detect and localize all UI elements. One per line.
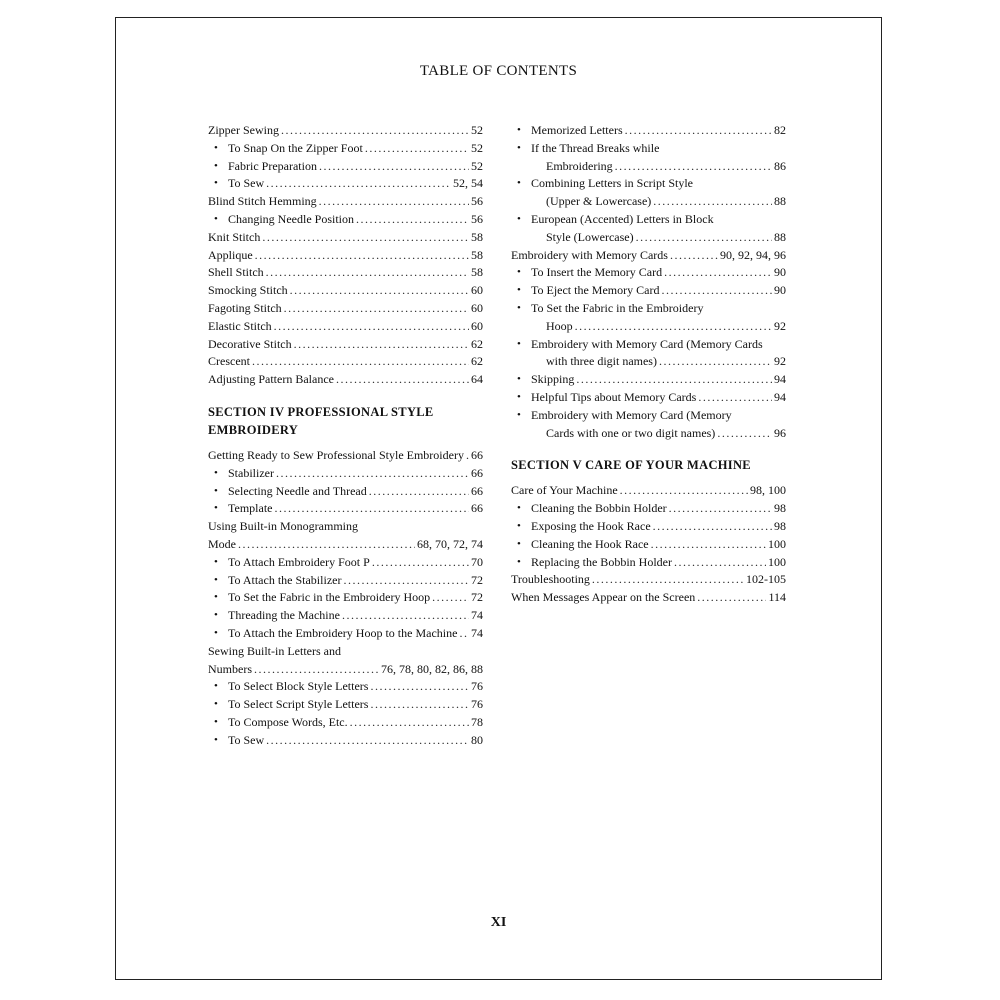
toc-entry bbox=[511, 589, 786, 607]
toc-entry bbox=[511, 175, 786, 193]
toc-entry bbox=[208, 536, 483, 554]
dot-leader bbox=[350, 714, 469, 732]
toc-entry bbox=[511, 318, 786, 336]
dot-leader bbox=[576, 371, 772, 389]
toc-entry-page: 60 bbox=[471, 318, 483, 333]
toc-entry-title: • Helpful Tips about Memory Cards bbox=[531, 389, 696, 407]
toc-entry-title: Hoop bbox=[546, 318, 573, 333]
dot-leader bbox=[276, 465, 469, 483]
toc-entry-page: 90 bbox=[774, 265, 786, 280]
dot-leader bbox=[274, 500, 469, 518]
toc-entry bbox=[208, 353, 483, 371]
toc-entry-title: • To Attach the Embroidery Hoop to the Machine bbox=[228, 625, 457, 643]
toc-entry-page: 74 bbox=[471, 625, 483, 640]
dot-leader bbox=[342, 607, 469, 625]
toc-entry bbox=[511, 407, 786, 425]
section-heading: EMBROIDERY bbox=[208, 422, 299, 437]
dot-leader bbox=[670, 247, 718, 265]
toc-entry-page: 72 bbox=[471, 590, 483, 605]
toc-entry-title: Care of Your Machine bbox=[511, 483, 618, 498]
dot-leader bbox=[370, 696, 469, 714]
dot-leader bbox=[620, 482, 748, 500]
toc-entry-title: Embroidery with Memory Cards bbox=[511, 247, 668, 262]
dot-leader bbox=[238, 536, 415, 554]
toc-entry-page: 52 bbox=[471, 158, 483, 173]
dot-leader bbox=[370, 678, 469, 696]
dot-leader bbox=[252, 353, 469, 371]
toc-entry-page: 100 bbox=[768, 536, 786, 551]
toc-entry bbox=[208, 554, 483, 572]
toc-entry-title: • To Select Script Style Letters bbox=[228, 696, 368, 714]
toc-entry-page: 66 bbox=[471, 465, 483, 480]
toc-entry-page: 52, 54 bbox=[453, 176, 483, 191]
toc-entry-title: Getting Ready to Sew Professional Style Embroidery bbox=[208, 447, 464, 462]
toc-entry bbox=[511, 300, 786, 318]
dot-leader bbox=[266, 264, 469, 282]
dot-leader bbox=[717, 425, 772, 443]
toc-entry-page: 60 bbox=[471, 300, 483, 315]
toc-entry-title: • To Insert the Memory Card bbox=[531, 264, 662, 282]
toc-entry-page: 58 bbox=[471, 265, 483, 280]
dot-leader bbox=[294, 336, 469, 354]
toc-entry bbox=[511, 518, 786, 536]
toc-entry-page: 66 bbox=[471, 501, 483, 516]
toc-entry bbox=[208, 483, 483, 501]
toc-entry bbox=[208, 318, 483, 336]
toc-entry-page: 114 bbox=[768, 590, 786, 605]
toc-entry-title: Crescent bbox=[208, 354, 250, 369]
toc-entry bbox=[208, 300, 483, 318]
toc-entry-title: • To Sew bbox=[228, 732, 264, 750]
toc-entry bbox=[208, 140, 483, 158]
toc-entry bbox=[208, 589, 483, 607]
dot-leader bbox=[651, 536, 766, 554]
toc-entry-title: Zipper Sewing bbox=[208, 123, 279, 137]
toc-entry-title: • Embroidery with Memory Card (Memory Cards bbox=[531, 336, 763, 354]
toc-entry-title: • Fabric Preparation bbox=[228, 158, 317, 176]
toc-entry bbox=[208, 696, 483, 714]
dot-leader bbox=[625, 122, 772, 140]
toc-entry-page: 52 bbox=[471, 140, 483, 155]
toc-entry-page: 102-105 bbox=[746, 572, 786, 587]
dot-leader bbox=[615, 158, 772, 176]
toc-entry-title: • Cleaning the Hook Race bbox=[531, 536, 649, 554]
toc-entry bbox=[208, 247, 483, 265]
dot-leader bbox=[653, 193, 772, 211]
toc-entry-title: Fagoting Stitch bbox=[208, 300, 282, 315]
toc-entry-title: • Selecting Needle and Thread bbox=[228, 483, 367, 501]
toc-entry-title: • European (Accented) Letters in Block bbox=[531, 211, 714, 229]
toc-entry bbox=[511, 264, 786, 282]
toc-entry-title: • To Compose Words, Etc. bbox=[228, 714, 348, 732]
section-heading: SECTION V CARE OF YOUR MACHINE bbox=[511, 458, 751, 473]
spacer bbox=[511, 442, 786, 456]
toc-entry-page: 78 bbox=[471, 714, 483, 729]
toc-entry bbox=[511, 389, 786, 407]
toc-entry bbox=[208, 643, 483, 661]
dot-leader bbox=[284, 300, 469, 318]
toc-entry-title: • To Set the Fabric in the Embroidery Hoop bbox=[228, 589, 430, 607]
dot-leader bbox=[290, 282, 469, 300]
dot-leader bbox=[281, 122, 469, 140]
toc-entry bbox=[208, 371, 483, 389]
dot-leader bbox=[372, 554, 469, 572]
dot-leader bbox=[356, 211, 469, 229]
toc-entry-page: 92 bbox=[774, 354, 786, 369]
document-page bbox=[115, 17, 882, 980]
toc-entry-title: • Memorized Letters bbox=[531, 122, 623, 140]
dot-leader bbox=[636, 229, 772, 247]
toc-entry bbox=[511, 336, 786, 354]
toc-column-left bbox=[208, 122, 483, 750]
toc-entry bbox=[511, 158, 786, 176]
toc-entry bbox=[208, 678, 483, 696]
toc-entry-title: • Stabilizer bbox=[228, 465, 274, 483]
toc-entry-page: 90, 92, 94, 96 bbox=[720, 247, 786, 262]
toc-entry-page: 94 bbox=[774, 389, 786, 404]
toc-entry-page: 96 bbox=[774, 425, 786, 440]
toc-entry bbox=[511, 536, 786, 554]
toc-entry-page: 66 bbox=[471, 483, 483, 498]
toc-entry-title: Knit Stitch bbox=[208, 229, 261, 244]
toc-entry-title: Shell Stitch bbox=[208, 265, 264, 280]
toc-entry bbox=[208, 211, 483, 229]
page-number: XI bbox=[490, 915, 507, 930]
dot-leader bbox=[343, 572, 469, 590]
toc-entry bbox=[511, 425, 786, 443]
dot-leader bbox=[653, 518, 772, 536]
toc-entry-title: Decorative Stitch bbox=[208, 336, 292, 351]
toc-entry bbox=[208, 518, 483, 536]
dot-leader bbox=[698, 389, 772, 407]
toc-entry bbox=[511, 554, 786, 572]
toc-entry-title: Using Built-in Monogramming bbox=[208, 519, 358, 534]
toc-entry-page: 82 bbox=[774, 123, 786, 137]
toc-entry bbox=[208, 732, 483, 750]
dot-leader bbox=[592, 571, 744, 589]
toc-entry bbox=[511, 282, 786, 300]
dot-leader bbox=[274, 318, 469, 336]
toc-entry-page: 80 bbox=[471, 732, 483, 747]
toc-entry-title: • Embroidery with Memory Card (Memory bbox=[531, 407, 732, 425]
toc-entry-title: • Exposing the Hook Race bbox=[531, 518, 651, 536]
toc-entry bbox=[511, 140, 786, 158]
toc-entry bbox=[511, 229, 786, 247]
toc-entry-title: Troubleshooting bbox=[511, 572, 590, 587]
dot-leader bbox=[319, 193, 469, 211]
toc-entry-page: 98 bbox=[774, 501, 786, 516]
toc-entry-title: Adjusting Pattern Balance bbox=[208, 372, 334, 387]
toc-entry bbox=[208, 193, 483, 211]
dot-leader bbox=[459, 625, 469, 643]
dot-leader bbox=[575, 318, 772, 336]
toc-entry-page: 64 bbox=[471, 372, 483, 387]
toc-entry-title: • If the Thread Breaks while bbox=[531, 140, 659, 158]
toc-entry-title: • To Sew bbox=[228, 175, 264, 193]
toc-entry-page: 52 bbox=[471, 123, 483, 137]
dot-leader bbox=[697, 589, 766, 607]
toc-entry-title: • To Eject the Memory Card bbox=[531, 282, 659, 300]
toc-entry-title: • Skipping bbox=[531, 371, 574, 389]
toc-entry-page: 76 bbox=[471, 679, 483, 694]
dot-leader bbox=[674, 554, 766, 572]
toc-entry-page: 66 bbox=[471, 447, 483, 462]
toc-entry bbox=[208, 282, 483, 300]
toc-entry-page: 60 bbox=[471, 283, 483, 298]
toc-entry-page: 76 bbox=[471, 697, 483, 712]
toc-entry bbox=[208, 158, 483, 176]
toc-entry-title: Style (Lowercase) bbox=[546, 229, 634, 244]
toc-entry-title: • To Attach the Stabilizer bbox=[228, 572, 341, 590]
toc-entry bbox=[208, 714, 483, 732]
dot-leader bbox=[365, 140, 469, 158]
toc-column-right bbox=[511, 122, 786, 607]
dot-leader bbox=[262, 229, 469, 247]
toc-entry bbox=[208, 264, 483, 282]
dot-leader bbox=[255, 247, 469, 265]
toc-entry-title: • Template bbox=[228, 500, 272, 518]
toc-entry-title: Mode bbox=[208, 536, 236, 551]
toc-entry bbox=[208, 661, 483, 679]
toc-entry-title: Applique bbox=[208, 247, 253, 262]
spacer bbox=[511, 474, 786, 482]
toc-entry-page: 86 bbox=[774, 158, 786, 173]
toc-entry bbox=[208, 607, 483, 625]
dot-leader bbox=[432, 589, 469, 607]
toc-entry-page: 76, 78, 80, 82, 86, 88 bbox=[381, 661, 483, 676]
toc-entry-page: 74 bbox=[471, 608, 483, 623]
toc-entry-title: Elastic Stitch bbox=[208, 318, 272, 333]
toc-entry bbox=[208, 625, 483, 643]
toc-entry bbox=[511, 122, 786, 140]
toc-entry-title: Smocking Stitch bbox=[208, 283, 288, 298]
toc-entry-title: • Cleaning the Bobbin Holder bbox=[531, 500, 667, 518]
toc-entry-page: 58 bbox=[471, 229, 483, 244]
dot-leader bbox=[266, 732, 469, 750]
toc-entry-page: 56 bbox=[471, 211, 483, 226]
toc-entry-page: 98 bbox=[774, 518, 786, 533]
toc-entry-page: 62 bbox=[471, 354, 483, 369]
toc-entry-page: 62 bbox=[471, 336, 483, 351]
toc-entry-page: 88 bbox=[774, 194, 786, 209]
toc-entry-title: • Replacing the Bobbin Holder bbox=[531, 554, 672, 572]
toc-entry-page: 68, 70, 72, 74 bbox=[417, 536, 483, 551]
toc-entry-page: 70 bbox=[471, 554, 483, 569]
toc-entry-title: Sewing Built-in Letters and bbox=[208, 643, 341, 658]
toc-entry-title: • To Snap On the Zipper Foot bbox=[228, 140, 363, 158]
toc-entry bbox=[208, 447, 483, 465]
toc-entry-title: • Threading the Machine bbox=[228, 607, 340, 625]
toc-entry-title: Numbers bbox=[208, 661, 252, 676]
toc-entry bbox=[208, 465, 483, 483]
toc-entry bbox=[511, 500, 786, 518]
dot-leader bbox=[669, 500, 772, 518]
toc-entry bbox=[511, 211, 786, 229]
dot-leader bbox=[664, 264, 772, 282]
dot-leader bbox=[369, 483, 469, 501]
toc-entry-title: Embroidering bbox=[546, 158, 613, 173]
toc-entry-title: • To Attach Embroidery Foot P bbox=[228, 554, 370, 572]
spacer bbox=[208, 439, 483, 447]
toc-entry-title: • Changing Needle Position bbox=[228, 211, 354, 229]
toc-entry bbox=[511, 247, 786, 265]
dot-leader bbox=[319, 158, 469, 176]
toc-entry-page: 56 bbox=[471, 194, 483, 209]
toc-entry-page: 88 bbox=[774, 229, 786, 244]
toc-entry-page: 94 bbox=[774, 372, 786, 387]
toc-entry-page: 98, 100 bbox=[750, 483, 786, 498]
toc-entry bbox=[208, 122, 483, 140]
toc-entry bbox=[511, 571, 786, 589]
toc-entry-title: When Messages Appear on the Screen bbox=[511, 590, 696, 605]
toc-entry bbox=[208, 572, 483, 590]
dot-leader bbox=[659, 353, 772, 371]
toc-entry-title: • To Set the Fabric in the Embroidery bbox=[531, 300, 703, 318]
spacer bbox=[208, 389, 483, 403]
toc-entry-title: with three digit names) bbox=[546, 354, 657, 369]
toc-entry-title: • To Select Block Style Letters bbox=[228, 678, 368, 696]
toc-entry bbox=[208, 336, 483, 354]
dot-leader bbox=[466, 447, 469, 465]
dot-leader bbox=[661, 282, 772, 300]
dot-leader bbox=[336, 371, 469, 389]
dot-leader bbox=[266, 175, 451, 193]
toc-entry bbox=[511, 193, 786, 211]
toc-entry-title: • Combining Letters in Script Style bbox=[531, 175, 693, 193]
toc-entry-page: 92 bbox=[774, 318, 786, 333]
dot-leader bbox=[254, 661, 379, 679]
toc-entry bbox=[511, 482, 786, 500]
toc-entry bbox=[208, 500, 483, 518]
toc-entry bbox=[511, 353, 786, 371]
toc-entry bbox=[511, 371, 786, 389]
toc-entry-page: 90 bbox=[774, 283, 786, 298]
toc-entry-title: Blind Stitch Hemming bbox=[208, 194, 317, 209]
toc-entry-page: 58 bbox=[471, 247, 483, 262]
toc-entry-page: 72 bbox=[471, 572, 483, 587]
page-title: TABLE OF CONTENTS bbox=[419, 63, 578, 79]
toc-entry bbox=[208, 229, 483, 247]
toc-entry-page: 100 bbox=[768, 554, 786, 569]
toc-entry-title: Cards with one or two digit names) bbox=[546, 425, 716, 440]
toc-entry bbox=[208, 175, 483, 193]
toc-entry-title: (Upper & Lowercase) bbox=[546, 194, 652, 209]
section-heading: SECTION IV PROFESSIONAL STYLE bbox=[208, 404, 434, 419]
